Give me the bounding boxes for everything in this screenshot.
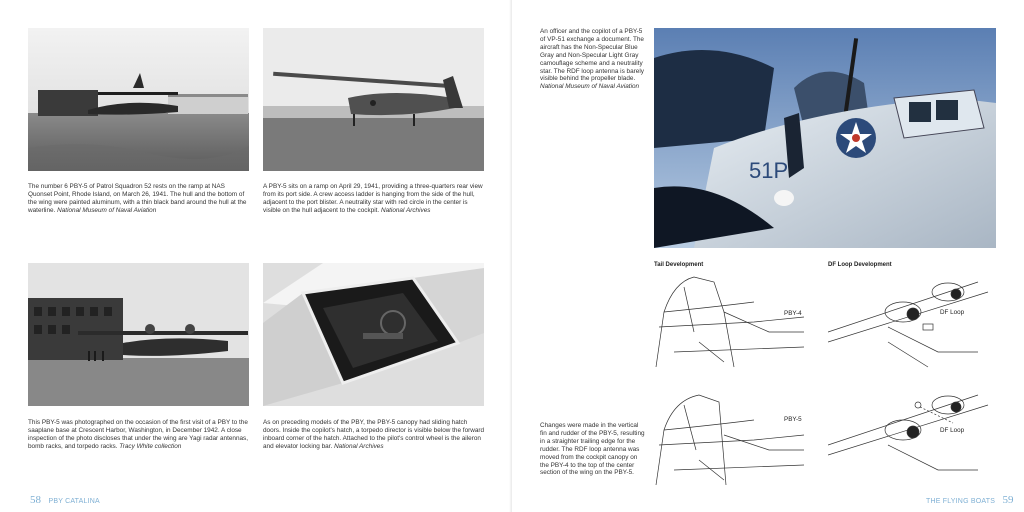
photo-credit: National Museum of Naval Aviation bbox=[57, 206, 157, 214]
right-folio bbox=[926, 490, 1014, 508]
page-number: 59 bbox=[1002, 494, 1014, 506]
tail-development-title: Tail Development bbox=[654, 262, 704, 268]
right-page bbox=[512, 0, 1024, 512]
caption-text: A PBY-5 sits on a ramp on April 29, 1941, providing a three-quarters rear view from its port side. A crew access ladder is hanging from the side of the hull, adjacent to the port blister. A neutrality star with red circle in the center is visible on the hull adjacent to the cockpit. bbox=[263, 183, 483, 214]
caption-crescent-harbor bbox=[28, 419, 250, 451]
caption-text: This PBY-5 was photographed on the occasion of the first visit of a PBY to the saaplane base at Crescent Harbor, Washington, in December 1942. A close inspection of the photo discloses that under the wing are Yagi radar antennas, bomb racks, and torpedo racks. bbox=[28, 419, 249, 450]
photo-credit: National Archives bbox=[334, 442, 384, 450]
photo-credit: National Archives bbox=[380, 206, 431, 214]
vp51-cockpit-color-photo bbox=[654, 28, 996, 248]
df-loop-label-1: DF Loop bbox=[940, 309, 965, 316]
pby-rear-view-photo bbox=[263, 28, 484, 171]
caption-text: As on preceding models of the PBY, the PBY-5 canopy had sliding hatch doors. Inside the copilot's hatch, a torpedo director is visible below the forward inboard corner of the hatch. Attached to the pilot's control wheel is the aileron and elevator locking bar. bbox=[263, 419, 485, 450]
saaplane-base-photo bbox=[28, 263, 249, 406]
caption-text: An officer and the copilot of a PBY-5 of VP-51 exchange a document. The aircraft has the Non-Specular Blue Gray and Non-Specular Light Gray camouflage scheme and a neutrality star. The RDF loop antenna is barely visible behind the propeller blade. bbox=[540, 28, 644, 83]
df-loop-drawing-pby5 bbox=[828, 385, 996, 485]
tail-pby5-drawing bbox=[654, 390, 814, 490]
photo-credit: Tracy White collection bbox=[119, 442, 182, 450]
pby5-label: PBY-5 bbox=[784, 416, 802, 423]
caption-rear-view bbox=[263, 183, 485, 215]
tail-pby4-drawing bbox=[654, 272, 814, 372]
df-loop-development-title: DF Loop Development bbox=[828, 262, 892, 268]
canopy-hatch-photo bbox=[263, 263, 484, 406]
caption-tail-changes bbox=[540, 422, 646, 477]
running-head: PBY CATALINA bbox=[48, 498, 100, 505]
page-number: 58 bbox=[30, 494, 41, 506]
left-folio bbox=[30, 490, 100, 508]
df-loop-label-2: DF Loop bbox=[940, 427, 965, 434]
df-loop-drawing-pby4 bbox=[828, 272, 996, 372]
running-head: THE FLYING BOATS bbox=[926, 498, 996, 505]
caption-quonset bbox=[28, 183, 250, 215]
caption-canopy-hatch bbox=[263, 419, 485, 451]
pby4-label: PBY-4 bbox=[784, 310, 802, 317]
seaplane-ramp-photo bbox=[28, 28, 249, 171]
hull-code: 51P bbox=[749, 158, 789, 183]
caption-vp51-exchange bbox=[540, 28, 646, 91]
caption-text: Changes were made in the vertical fin and rudder of the PBY-5, resulting in a straighter trailing edge for the rudder. The RDF loop antenna was moved from the cockpit canopy on the PBY-4 to the top of the center section of the wing on the PBY-5. bbox=[540, 422, 645, 477]
caption-text: The number 6 PBY-5 of Patrol Squadron 52 rests on the ramp at NAS Quonset Point, Rhode Island, on March 26, 1941. The hull and the bottom of the wing were painted aluminum, with a thin black band around the hull at the waterline. bbox=[28, 183, 247, 214]
photo-credit: National Museum of Naval Aviation bbox=[540, 83, 640, 91]
